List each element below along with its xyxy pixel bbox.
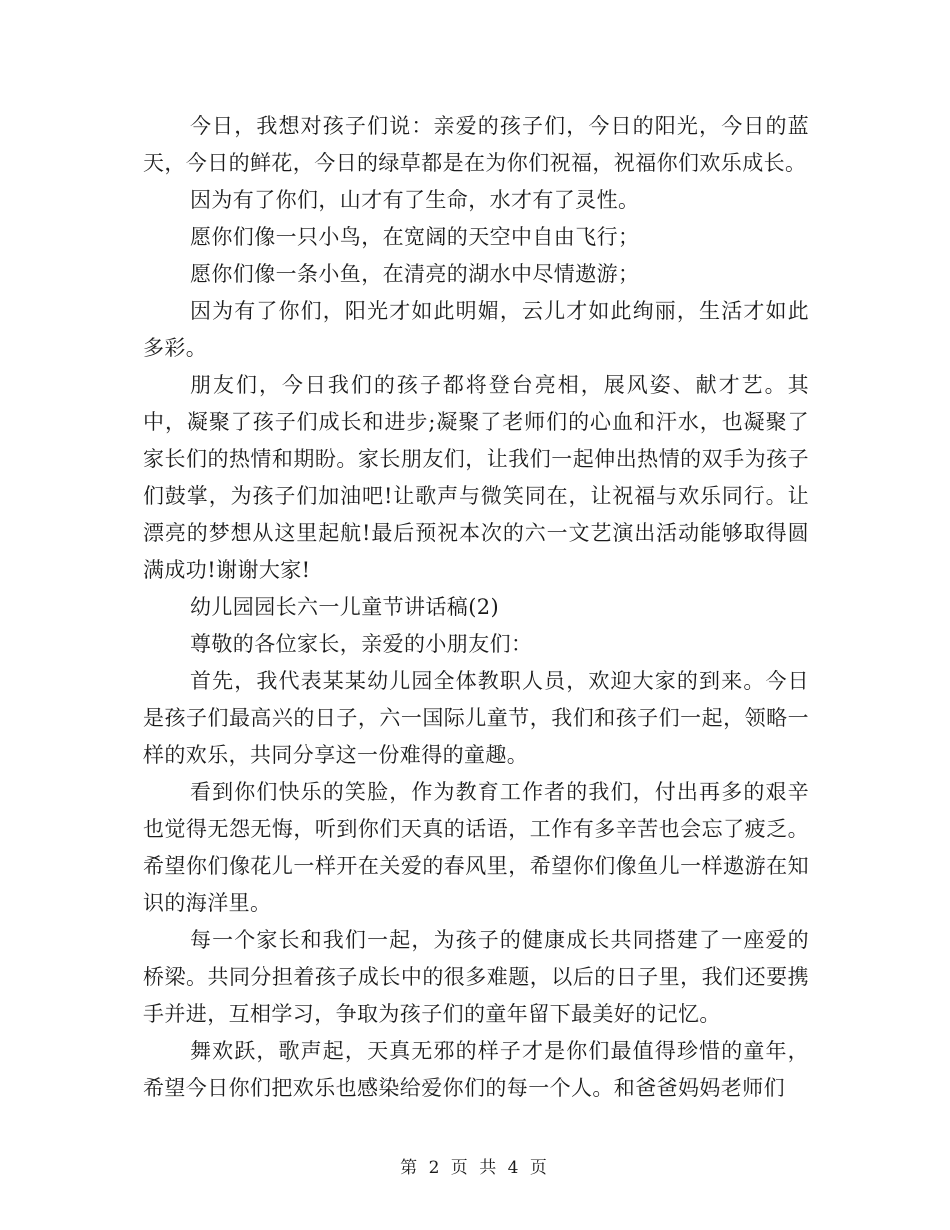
paragraph: 今日，我想对孩子们说：亲爱的孩子们，今日的阳光，今日的蓝天，今日的鲜花，今日的绿草都是在为你们祝福，祝福你们欢乐成长。	[143, 114, 809, 175]
paragraph: 因为有了你们，山才有了生命，水才有了灵性。	[190, 188, 640, 212]
paragraph: 舞欢跃，歌声起，天真无邪的样子才是你们最值得珍惜的童年，希望今日你们把欢乐也感染给爱你们的每一个人。和爸爸妈妈老师们	[143, 1039, 809, 1100]
document-body	[143, 108, 809, 1107]
paragraph: 首先，我代表某某幼儿园全体教职人员，欢迎大家的到来。今日是孩子们最高兴的日子，六一国际儿童节，我们和孩子们一起，领略一样的欢乐，共同分享这一份难得的童趣。	[143, 669, 809, 767]
section-heading: 幼儿园园长六一儿童节讲话稿(2)	[190, 595, 500, 619]
paragraph: 因为有了你们，阳光才如此明媚，云儿才如此绚丽，生活才如此多彩。	[143, 299, 809, 360]
salutation: 尊敬的各位家长，亲爱的小朋友们：	[190, 632, 533, 656]
page-number-footer: 第 2 页 共 4 页	[400, 1158, 550, 1178]
paragraph: 看到你们快乐的笑脸，作为教育工作者的我们，付出再多的艰辛也觉得无怨无悔，听到你们天真的话语，工作有多辛苦也会忘了疲乏。希望你们像花儿一样开在关爱的春风里，希望你们像鱼儿一样遨游在知识的海洋里。	[143, 780, 809, 915]
paragraph: 愿你们像一只小鸟，在宽阔的天空中自由飞行；	[190, 225, 640, 249]
paragraph: 每一个家长和我们一起，为孩子的健康成长共同搭建了一座爱的桥梁。共同分担着孩子成长中的很多难题，以后的日子里，我们还要携手并进，互相学习，争取为孩子们的童年留下最美好的记忆。	[143, 928, 809, 1026]
paragraph: 朋友们，今日我们的孩子都将登台亮相，展风姿、献才艺。其中，凝聚了孩子们成长和进步;凝聚了老师们的心血和汗水，也凝聚了家长们的热情和期盼。家长朋友们，让我们一起伸出热情的双手为孩子们鼓掌，为孩子们加油吧!让歌声与微笑同在，让祝福与欢乐同行。让漂亮的梦想从这里起航!最后预祝本次的六一文艺演出活动能够取得圆满成功!谢谢大家!	[143, 373, 809, 582]
paragraph: 愿你们像一条小鱼，在清亮的湖水中尽情遨游；	[190, 262, 640, 286]
